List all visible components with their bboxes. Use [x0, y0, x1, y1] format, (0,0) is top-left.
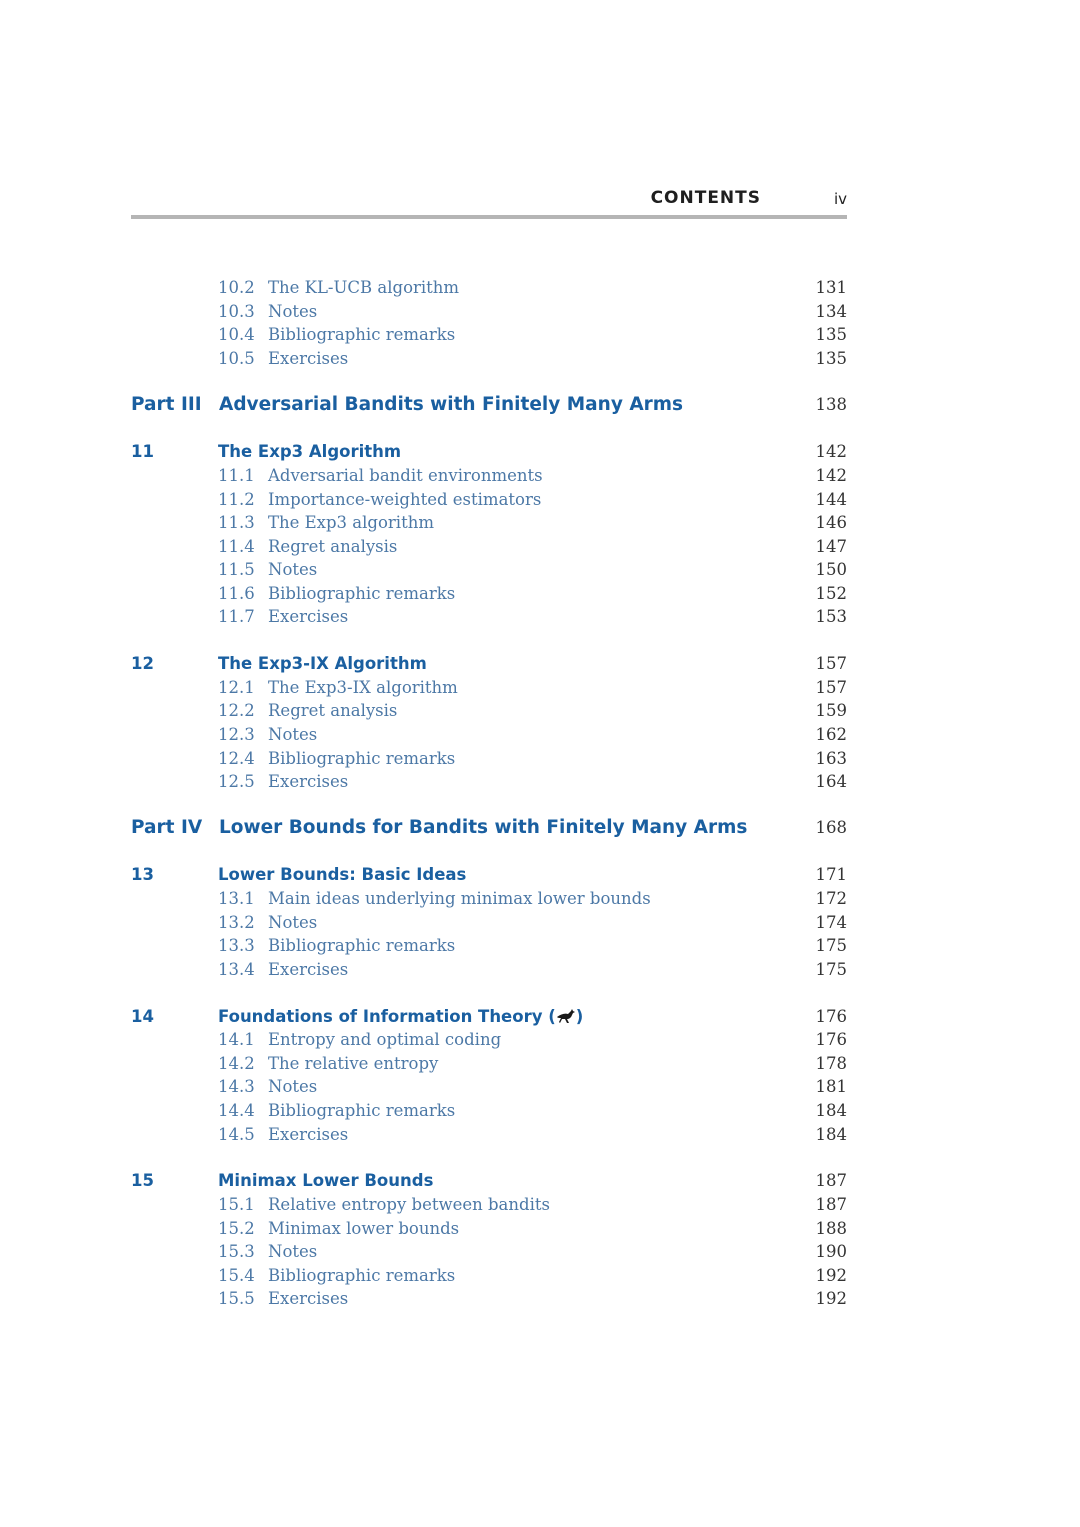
toc-title-text: Relative entropy between bandits [268, 1195, 550, 1214]
toc-title-text: Bibliographic remarks [268, 1101, 456, 1120]
toc-section-number: 11.1 [218, 466, 255, 485]
toc-section-entry[interactable] [0, 1264, 1080, 1288]
toc-section-entry[interactable] [0, 1075, 1080, 1099]
toc-section-number: 13.3 [218, 936, 255, 955]
toc-section-entry[interactable] [0, 770, 1080, 794]
toc-title-text: The Exp3 algorithm [268, 513, 434, 532]
toc-section-title [268, 347, 348, 371]
toc-page-number: 187 [815, 1171, 847, 1190]
toc-title-text: The relative entropy [268, 1054, 439, 1073]
toc-title-text: Regret analysis [268, 701, 398, 720]
toc-part-entry[interactable] [0, 393, 1080, 417]
toc-section-title [268, 911, 317, 935]
toc-section-number: 10.5 [218, 349, 255, 368]
toc-chapter-title [218, 652, 427, 676]
toc-section-entry[interactable] [0, 723, 1080, 747]
toc-part-number: Part IV [131, 817, 203, 838]
toc-section-number: 11.5 [218, 560, 255, 579]
toc-page-number: 152 [815, 584, 847, 603]
toc-title-text: Exercises [268, 1289, 349, 1308]
toc-page-number: 176 [815, 1007, 847, 1026]
toc-section-title [268, 1123, 348, 1147]
toc-page-number: 150 [815, 560, 847, 579]
toc-title-text: Lower Bounds for Bandits with Finitely Many Arms [219, 817, 748, 838]
toc-page-number: 176 [815, 1030, 847, 1049]
toc-section-title [268, 676, 458, 700]
toc-page-number: 174 [815, 913, 847, 932]
toc-section-entry[interactable] [0, 347, 1080, 371]
toc-section-entry[interactable] [0, 1287, 1080, 1311]
toc-chapter-number: 14 [131, 1007, 154, 1026]
toc-section-title [268, 582, 455, 606]
toc-section-entry[interactable] [0, 1099, 1080, 1123]
toc-page-number: 138 [815, 395, 847, 414]
toc-title-text: Exercises [268, 349, 349, 368]
toc-section-title [268, 934, 455, 958]
toc-section-title [268, 887, 651, 911]
header-rule [131, 215, 847, 219]
toc-page-number: 146 [815, 513, 847, 532]
toc-section-entry[interactable] [0, 887, 1080, 911]
toc-section-number: 15.4 [218, 1266, 255, 1285]
toc-section-title [268, 1052, 438, 1076]
kangaroo-icon [556, 1008, 576, 1024]
toc-section-number: 15.3 [218, 1242, 255, 1261]
toc-section-number: 15.2 [218, 1219, 255, 1238]
toc-title-text: Notes [268, 302, 318, 321]
toc-title-text: Adversarial bandit environments [268, 466, 543, 485]
toc-section-title [268, 958, 348, 982]
toc-section-title [268, 323, 455, 347]
toc-section-title [268, 1099, 455, 1123]
toc-chapter-title [218, 1005, 583, 1029]
toc-chapter-title [218, 863, 466, 887]
toc-chapter-entry[interactable] [0, 863, 1080, 887]
toc-chapter-number: 12 [131, 654, 154, 673]
toc-title-suffix: ) [575, 1007, 584, 1026]
toc-title-text: Bibliographic remarks [268, 325, 456, 344]
toc-section-number: 11.2 [218, 490, 255, 509]
toc-title-text: Importance-weighted estimators [268, 490, 542, 509]
toc-section-title [268, 488, 541, 512]
toc-title-text: The Exp3-IX algorithm [268, 678, 458, 697]
toc-title-text: Lower Bounds: Basic Ideas [218, 865, 467, 884]
toc-section-number: 12.2 [218, 701, 255, 720]
toc-section-title [268, 1287, 348, 1311]
toc-section-entry[interactable] [0, 558, 1080, 582]
toc-section-entry[interactable] [0, 958, 1080, 982]
toc-section-title [268, 1217, 459, 1241]
toc-page-number: 171 [815, 865, 847, 884]
toc-section-number: 10.4 [218, 325, 255, 344]
toc-chapter-entry[interactable] [0, 652, 1080, 676]
toc-title-text: The Exp3 Algorithm [218, 442, 402, 461]
toc-chapter-number: 11 [131, 442, 154, 461]
toc-chapter-entry[interactable] [0, 440, 1080, 464]
toc-section-entry[interactable] [0, 1028, 1080, 1052]
toc-section-entry[interactable] [0, 464, 1080, 488]
toc-part-title [219, 816, 747, 840]
toc-title-text: Notes [268, 913, 318, 932]
toc-page-number: 188 [815, 1219, 847, 1238]
toc-part-title [219, 393, 683, 417]
toc-page-number: 163 [815, 749, 847, 768]
toc-title-text: Notes [268, 1077, 318, 1096]
toc-chapter-number: 15 [131, 1171, 154, 1190]
toc-page-number: 131 [815, 278, 847, 297]
toc-title-text: Adversarial Bandits with Finitely Many Arms [219, 394, 684, 415]
toc-section-number: 13.4 [218, 960, 255, 979]
toc-section-number: 11.3 [218, 513, 255, 532]
toc-chapter-number: 13 [131, 865, 154, 884]
toc-title-text: Entropy and optimal coding [268, 1030, 502, 1049]
toc-section-entry[interactable] [0, 535, 1080, 559]
toc-section-number: 10.2 [218, 278, 255, 297]
toc-section-number: 14.5 [218, 1125, 255, 1144]
toc-section-number: 14.3 [218, 1077, 255, 1096]
toc-section-entry[interactable] [0, 1052, 1080, 1076]
toc-section-title [268, 723, 317, 747]
toc-section-entry[interactable] [0, 300, 1080, 324]
toc-section-title [268, 1075, 317, 1099]
toc-section-entry[interactable] [0, 747, 1080, 771]
toc-chapter-entry[interactable] [0, 1169, 1080, 1193]
toc-page-number: 184 [815, 1101, 847, 1120]
toc-section-number: 13.1 [218, 889, 255, 908]
toc-section-number: 14.1 [218, 1030, 255, 1049]
toc-title-text: Regret analysis [268, 537, 398, 556]
toc-page-number: 187 [815, 1195, 847, 1214]
toc-title-text: The KL-UCB algorithm [268, 278, 460, 297]
toc-section-entry[interactable] [0, 699, 1080, 723]
toc-title-text: Notes [268, 560, 318, 579]
toc-title-text: Exercises [268, 607, 349, 626]
toc-section-entry[interactable] [0, 934, 1080, 958]
toc-section-entry[interactable] [0, 1193, 1080, 1217]
toc-section-title [268, 276, 459, 300]
toc-section-title [268, 464, 543, 488]
toc-section-entry[interactable] [0, 1217, 1080, 1241]
toc-section-number: 13.2 [218, 913, 255, 932]
toc-section-title [268, 558, 317, 582]
toc-section-title [268, 1240, 317, 1264]
toc-page-number: 184 [815, 1125, 847, 1144]
toc-page-number: 144 [815, 490, 847, 509]
toc-section-title [268, 1264, 455, 1288]
toc-page-number: 181 [815, 1077, 847, 1096]
toc-page-number: 157 [815, 678, 847, 697]
toc-page-number: 153 [815, 607, 847, 626]
toc-section-number: 14.4 [218, 1101, 255, 1120]
toc-section-number: 12.1 [218, 678, 255, 697]
toc-section-entry[interactable] [0, 276, 1080, 300]
toc-section-number: 10.3 [218, 302, 255, 321]
toc-section-entry[interactable] [0, 911, 1080, 935]
toc-page-number: 135 [815, 349, 847, 368]
toc-part-entry[interactable] [0, 816, 1080, 840]
toc-page-number: 142 [815, 466, 847, 485]
toc-page-number: 172 [815, 889, 847, 908]
toc-section-entry[interactable] [0, 676, 1080, 700]
toc-section-number: 12.5 [218, 772, 255, 791]
toc-title-text: Exercises [268, 960, 349, 979]
toc-page-number: 162 [815, 725, 847, 744]
toc-section-number: 11.4 [218, 537, 255, 556]
toc-section-title [268, 300, 317, 324]
toc-page-number: 164 [815, 772, 847, 791]
toc-section-title [268, 1028, 501, 1052]
toc-page-number: 175 [815, 960, 847, 979]
toc-title-text: Minimax lower bounds [268, 1219, 460, 1238]
toc-page-number: 159 [815, 701, 847, 720]
toc-page-number: 135 [815, 325, 847, 344]
toc-section-title [268, 535, 397, 559]
toc-page-number: 190 [815, 1242, 847, 1261]
toc-section-entry[interactable] [0, 582, 1080, 606]
page-number: iv [833, 190, 847, 208]
toc-page-number: 192 [815, 1289, 847, 1308]
toc-title-text: Bibliographic remarks [268, 749, 456, 768]
toc-title-text: Bibliographic remarks [268, 1266, 456, 1285]
toc-title-text: Notes [268, 1242, 318, 1261]
toc-section-entry[interactable] [0, 605, 1080, 629]
toc-page-number: 178 [815, 1054, 847, 1073]
toc-section-number: 12.4 [218, 749, 255, 768]
toc-section-number: 11.7 [218, 607, 255, 626]
toc-section-title [268, 1193, 550, 1217]
toc-page-number: 157 [815, 654, 847, 673]
toc-section-entry[interactable] [0, 1240, 1080, 1264]
toc-section-title [268, 770, 348, 794]
toc-part-number: Part III [131, 394, 202, 415]
toc-section-number: 15.5 [218, 1289, 255, 1308]
toc-title-text: The Exp3-IX Algorithm [218, 654, 427, 673]
toc-section-title [268, 747, 455, 771]
toc-section-number: 12.3 [218, 725, 255, 744]
toc-title-text: Bibliographic remarks [268, 936, 456, 955]
toc-section-entry[interactable] [0, 488, 1080, 512]
toc-section-number: 11.6 [218, 584, 255, 603]
toc-section-title [268, 699, 397, 723]
toc-page-number: 175 [815, 936, 847, 955]
toc-section-title [268, 605, 348, 629]
toc-page-number: 134 [815, 302, 847, 321]
toc-page-number: 168 [815, 818, 847, 837]
toc-title-text: Foundations of Information Theory ( [218, 1007, 556, 1026]
toc-title-text: Main ideas underlying minimax lower bounds [268, 889, 651, 908]
toc-chapter-title [218, 440, 401, 464]
toc-section-title [268, 511, 434, 535]
toc-chapter-title [218, 1169, 433, 1193]
toc-page-number: 142 [815, 442, 847, 461]
toc-page-number: 147 [815, 537, 847, 556]
toc-title-text: Bibliographic remarks [268, 584, 456, 603]
running-head-title: CONTENTS [650, 188, 761, 208]
toc-title-text: Exercises [268, 772, 349, 791]
toc-chapter-entry[interactable] [0, 1005, 1080, 1029]
toc-title-text: Notes [268, 725, 318, 744]
toc-section-entry[interactable] [0, 511, 1080, 535]
running-head [131, 188, 847, 214]
toc-section-number: 14.2 [218, 1054, 255, 1073]
toc-section-number: 15.1 [218, 1195, 255, 1214]
toc-title-text: Minimax Lower Bounds [218, 1171, 434, 1190]
toc-title-text: Exercises [268, 1125, 349, 1144]
toc-page-number: 192 [815, 1266, 847, 1285]
toc-section-entry[interactable] [0, 1123, 1080, 1147]
toc-section-entry[interactable] [0, 323, 1080, 347]
